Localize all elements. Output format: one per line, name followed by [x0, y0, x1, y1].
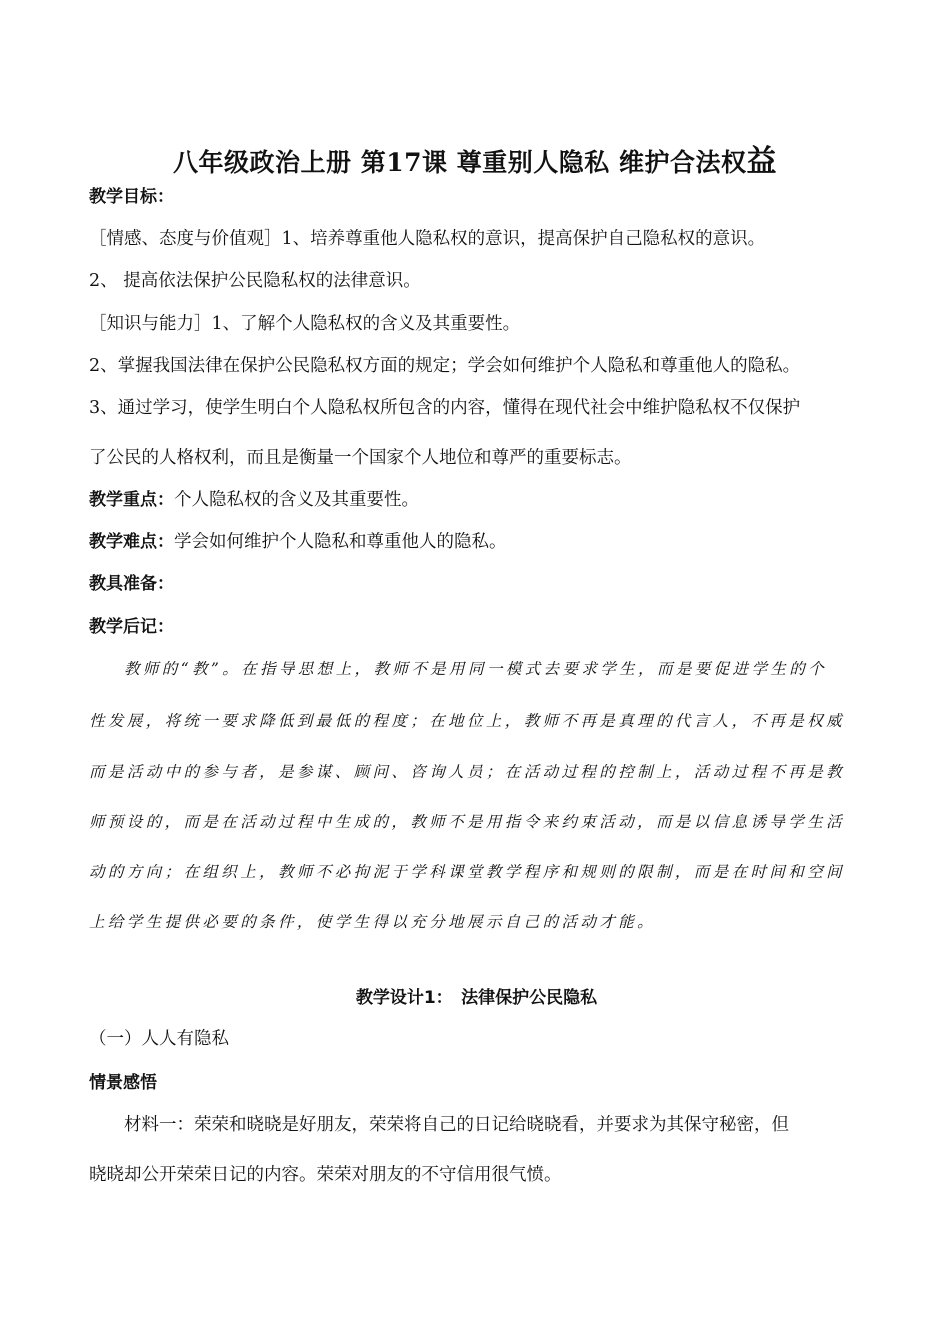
notes-line-4: 师预设的，而是在活动过程中生成的，教师不是用指令来约束活动，而是以信息诱导学生活	[89, 813, 846, 831]
notes-line-6: 上给学生提供必要的条件，使学生得以充分地展示自己的活动才能。	[89, 913, 657, 931]
difficulty-text: 学会如何维护个人隐私和尊重他人的隐私。	[174, 532, 507, 552]
goal-line-2: 2、 提高依法保护公民隐私权的法律意识。	[89, 271, 421, 291]
goal-line-3: ［知识与能力］1、了解个人隐私权的含义及其重要性。	[89, 314, 521, 334]
page-title	[60, 136, 890, 180]
notes-line-2: 性发展，将统一要求降低到最低的程度；在地位上，教师不再是真理的代言人，不再是权威	[89, 712, 846, 730]
material-line-2: 晓晓却公开荣荣日记的内容。荣荣对朋友的不守信用很气愤。	[89, 1165, 562, 1185]
goal-line-6: 了公民的人格权利，而且是衡量一个国家个人地位和尊严的重要标志。	[89, 448, 632, 468]
notes-line-1: 教师的“教”。在指导思想上，教师不是用同一模式去要求学生，而是要促进学生的个	[124, 660, 828, 678]
design-heading: 教学设计1： 法律保护公民隐私	[355, 988, 598, 1008]
notes-label: 教学后记：	[89, 617, 174, 637]
tools-label: 教具准备：	[89, 574, 174, 594]
notes-line-3: 而是活动中的参与者，是参谋、顾问、咨询人员；在活动过程的控制上，活动过程不再是教	[89, 763, 846, 781]
difficulty	[89, 530, 864, 554]
goal-line-5: 3、通过学习，使学生明白个人隐私权所包含的内容，懂得在现代社会中维护隐私权不仅保护	[89, 398, 801, 418]
notes-line-5: 动的方向；在组织上，教师不必拘泥于学科课堂教学程序和规则的限制，而是在时间和空间	[89, 863, 846, 881]
title-main: 八年级政治上册 第17课 尊重别人隐私 维护合法权	[173, 148, 747, 177]
material-line-1: 材料一：荣荣和晓晓是好朋友，荣荣将自己的日记给晓晓看，并要求为其保守秘密，但	[124, 1115, 789, 1135]
key-point	[89, 488, 864, 512]
goal-line-1: ［情感、态度与价值观］1、培养尊重他人隐私权的意识，提高保护自己隐私权的意识。	[89, 229, 766, 249]
key-point-text: 个人隐私权的含义及其重要性。	[174, 490, 419, 510]
key-point-label: 教学重点：	[89, 490, 174, 510]
difficulty-label: 教学难点：	[89, 532, 174, 552]
title-last-char: 益	[746, 144, 777, 179]
goal-line-4: 2、掌握我国法律在保护公民隐私权方面的规定；学会如何维护个人隐私和尊重他人的隐私。	[89, 356, 801, 376]
design-subheading: 情景感悟	[89, 1073, 157, 1093]
design-section: （一）人人有隐私	[89, 1029, 229, 1049]
goals-heading: 教学目标：	[89, 187, 174, 207]
